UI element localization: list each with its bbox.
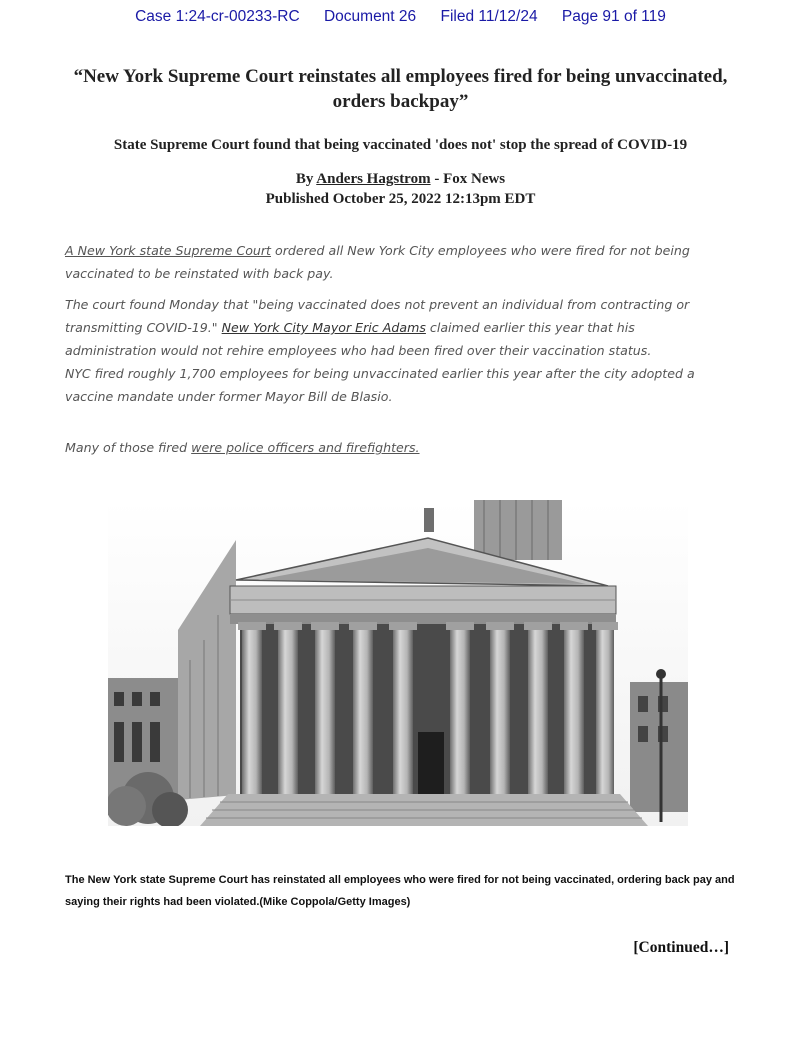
title-line-1: “New York Supreme Court reinstates all employees fired for being unvaccinated,	[73, 66, 728, 87]
paragraph-2b: NYC fired roughly 1,700 employees for being unvaccinated earlier this year after the city adopted a vaccine mandate under former Mayor Bill de Blasio.	[65, 366, 695, 404]
paragraph-1	[65, 239, 715, 285]
document-number: Document 26	[323, 8, 417, 25]
title-line-2: orders backpay”	[332, 91, 469, 112]
courthouse-photo	[108, 500, 688, 826]
court-filing-header	[0, 8, 801, 26]
page-number: Page 91 of 119	[561, 8, 666, 25]
paragraph-2-rest: claimed earlier this year that his administration would not rehire employees who had been fired over their vaccination status.	[65, 320, 652, 358]
paragraph-3	[65, 436, 715, 459]
byline	[40, 169, 761, 209]
article-subtitle: State Supreme Court found that being vaccinated 'does not' stop the spread of COVID-19	[113, 137, 688, 153]
filed-date: Filed 11/12/24	[440, 8, 538, 25]
mayor-adams-link[interactable]: New York City Mayor Eric Adams	[221, 320, 426, 335]
case-number: Case 1:24-cr-00233-RC	[135, 8, 300, 25]
article-title	[40, 64, 761, 114]
supreme-court-link[interactable]: A New York state Supreme Court	[65, 243, 271, 258]
paragraph-2	[65, 293, 715, 408]
paragraph-2-text: The court found Monday that "being vaccinated does not prevent an individual from contracting or transmitting COVID-19."	[65, 297, 690, 335]
photo-caption: The New York state Supreme Court has reinstated all employees who were fired for not being vaccinated, ordering back pay and saying their rights had been violated.(Mike Coppola/Getty Images)	[65, 874, 735, 908]
continued-marker: [Continued…]	[633, 939, 729, 956]
author-link[interactable]: Anders Hagstrom	[316, 171, 431, 187]
published-date: Published October 25, 2022 12:13pm EDT	[265, 191, 536, 207]
byline-prefix: By	[295, 171, 317, 187]
police-firefighters-link[interactable]: were police officers and firefighters.	[191, 440, 420, 455]
byline-source: - Fox News	[430, 171, 506, 187]
paragraph-1-text: ordered all New York City employees who were fired for not being vaccinated to be reinstated with back pay.	[65, 243, 690, 281]
paragraph-3-text: Many of those fired	[65, 440, 192, 455]
